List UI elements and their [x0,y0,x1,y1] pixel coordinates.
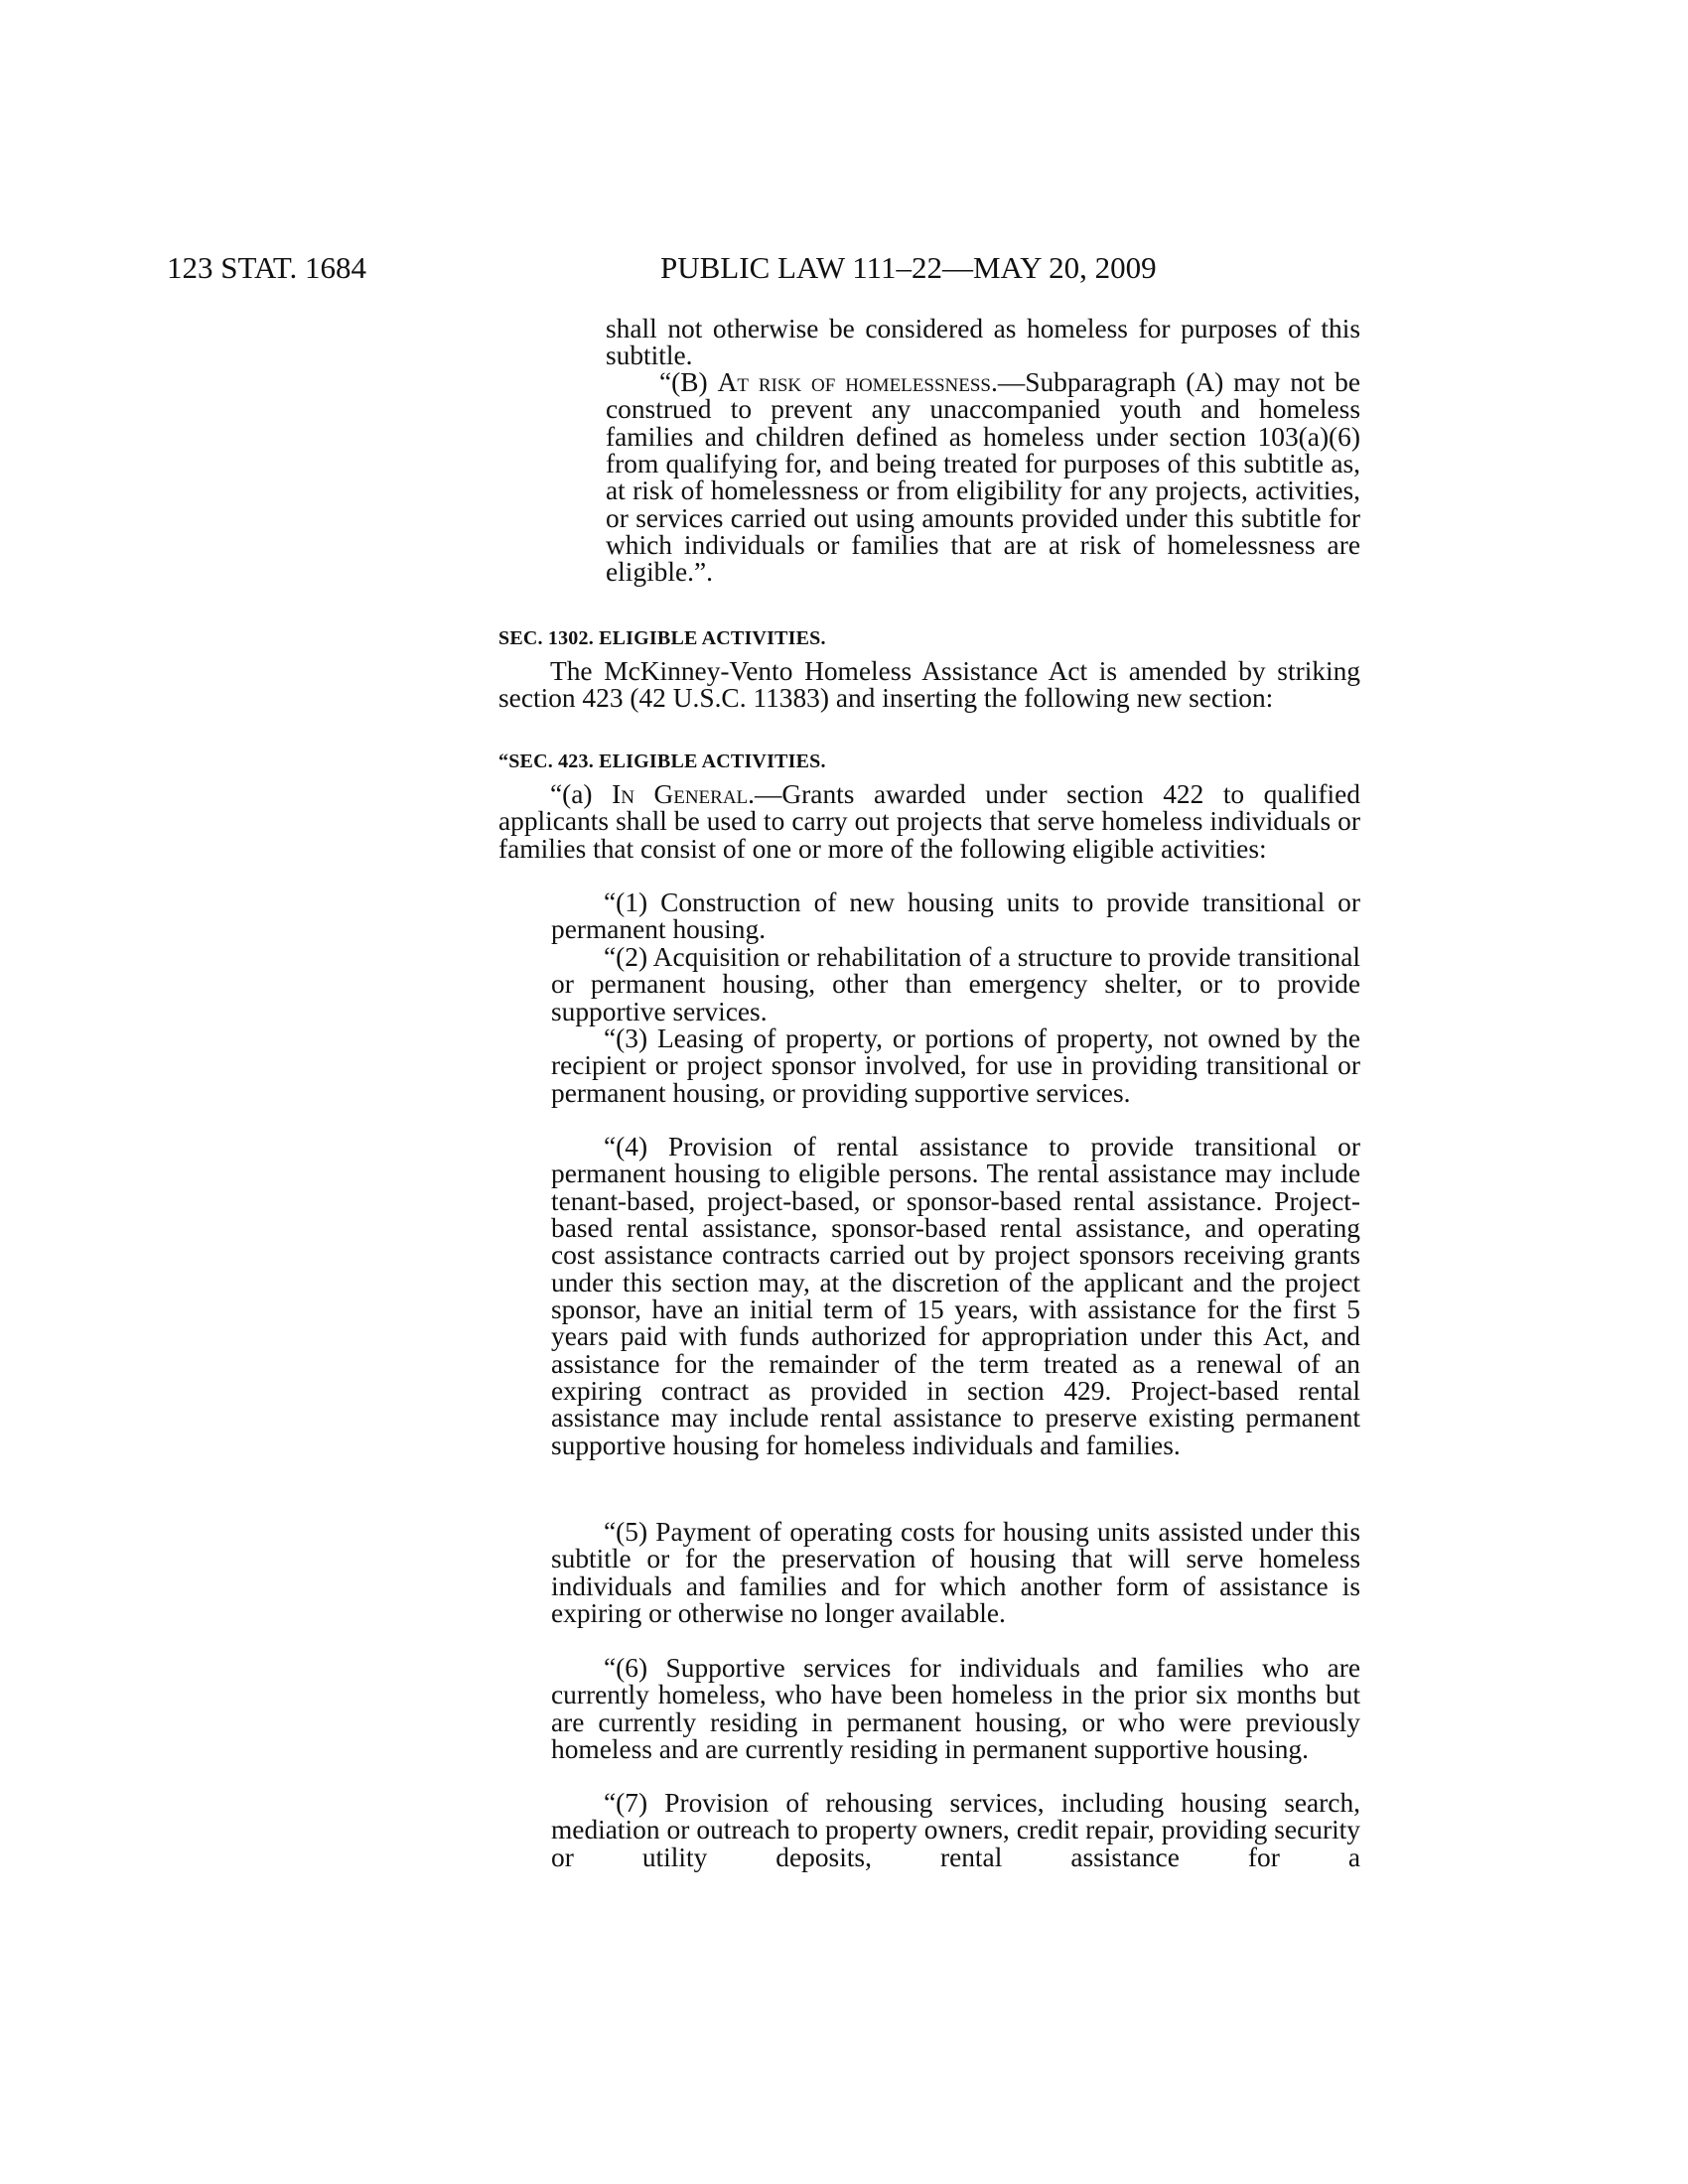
paragraph-6: “(6) Supportive services for individuals and families who are currently homeless, who have been homeless in the prior six months but are currently residing in permanent housing, or who were previously homeless and are currently residing in permanent supportive housing. [551,1653,1360,1765]
subsection-a [498,781,1360,863]
subparagraph-b-heading: At risk of homelessness [717,367,991,397]
subparagraph-b-label: “(B) [659,367,718,397]
paragraph-3: “(3) Leasing of property, or portions of property, not owned by the recipient or project sponsor involved, for use in providing transitional or permanent housing, or providing supportive services. [551,1024,1360,1108]
paragraph-2: “(2) Acquisition or rehabilitation of a structure to provide transitional or permanent housing, other than emergency shelter, or to provide supportive services. [551,942,1360,1026]
paragraph-4: “(4) Provision of rental assistance to provide transitional or permanent housing to eligible persons. The rental assistance may include tenant-based, project-based, or sponsor-based rental assistance. Project-based rental assistance, sponsor-based rental assistance, and operating cost assistance contracts carried out by project sponsors receiving grants under this section may, at the discretion of the applicant and the project sponsor, have an initial term of 15 years, with assistance for the first 5 years paid with funds authorized for appropriation under this Act, and assistance for the remainder of the term treated as a renewal of an expiring contract as provided in section 429. Project-based rental assistance may include rental assistance to preserve existing permanent supportive housing for homeless individuals and families. [551,1132,1360,1460]
section-423-heading: “SEC. 423. ELIGIBLE ACTIVITIES. [498,751,826,772]
subsection-a-label: “(a) [550,779,613,809]
public-law-title: PUBLIC LAW 111–22—MAY 20, 2009 [660,250,1157,285]
section-1302-text: The McKinney-Vento Homeless Assistance Act is amended by striking section 423 (42 U.S.C. 11383) and inserting the following new section: [498,656,1360,714]
subparagraph-b [606,369,1360,587]
paragraph-1: “(1) Construction of new housing units to provide transitional or permanent housing. [551,887,1360,945]
paragraph-5: “(5) Payment of operating costs for housing units assisted under this subtitle or for the preservation of housing that will serve homeless individuals and families and for which another form of assistance is expiring or otherwise no longer available. [551,1517,1360,1629]
subsection-a-text: .—Grants awarded under section 422 to qualified applicants shall be used to carry out projects that serve homeless individuals or families that consist of one or more of the following eligible activities: [498,779,1360,864]
subparagraph-a-continuation: shall not otherwise be considered as homeless for purposes of this subtitle. [606,314,1360,371]
subparagraph-b-text: .—Subparagraph (A) may not be construed to prevent any unaccompanied youth and homeless families and children defined as homeless under section 103(a)(6) from qualifying for, and being treated for purposes of this subtitle as, at risk of homelessness or from eligibility for any projects, activities, or services carried out using amounts provided under this subtitle for which individuals or families that are at risk of homelessness are eligible.”. [606,367,1360,588]
paragraph-7: “(7) Provision of rehousing services, including housing search, mediation or outreach to property owners, credit repair, providing security or utility deposits, rental assistance for a [551,1788,1360,1872]
subsection-a-heading: In General [612,779,749,809]
page-header [0,248,1688,288]
statute-page-number: 123 STAT. 1684 [167,250,367,285]
section-1302-heading: SEC. 1302. ELIGIBLE ACTIVITIES. [498,627,826,649]
